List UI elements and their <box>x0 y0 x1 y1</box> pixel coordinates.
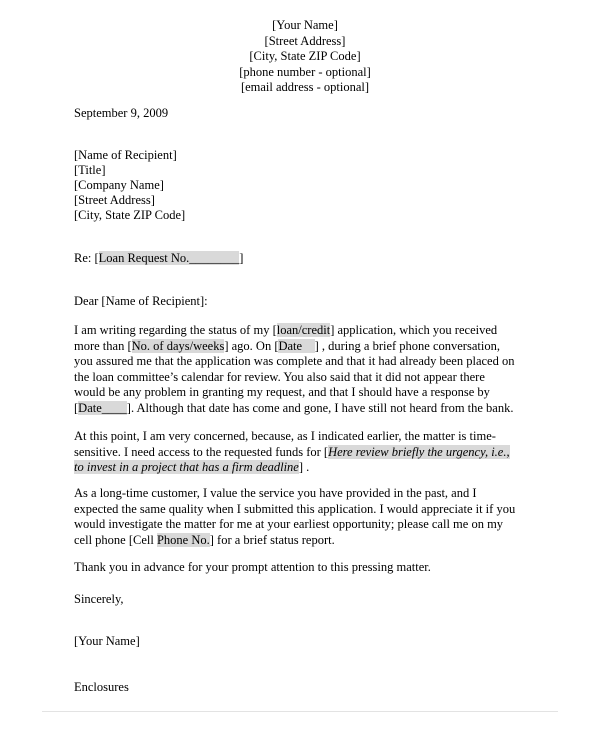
re-line <box>74 251 243 266</box>
enclosures: Enclosures <box>74 680 129 694</box>
text-run: ] ago. On [ <box>224 338 279 353</box>
recipient-city: [City, State ZIP Code] <box>74 208 186 222</box>
sender-email: [email address - optional] <box>240 80 370 94</box>
re-suffix: ] <box>239 251 244 265</box>
days-weeks-field: No. of days/weeks <box>131 338 225 353</box>
loan-request-field: Loan Request No.________ <box>98 251 240 265</box>
sender-address-block <box>0 18 600 96</box>
sender-phone: [phone number - optional] <box>239 64 371 79</box>
text-run: ]. Although that date has come and gone, I have still not heard from the bank. <box>126 400 514 415</box>
text-run: [ <box>74 400 79 415</box>
sender-street: [Street Address] <box>264 33 346 48</box>
paragraph-status <box>74 323 544 416</box>
text-run: ] for a brief status report. <box>209 532 335 547</box>
text-line: would be any problem in granting my request, and that I should have a response by <box>74 385 490 399</box>
recipient-address-block <box>74 148 185 223</box>
text-run: I am writing regarding the status of my [ <box>74 323 277 337</box>
paragraph-urgency <box>74 429 544 476</box>
text-run: ] application, which you received <box>330 323 498 337</box>
urgency-field-continued: to invest in a project that has a firm deadline <box>74 460 299 474</box>
text-line <box>74 339 544 355</box>
text-run: ] , during a brief phone conversation, <box>314 338 500 353</box>
recipient-name: [Name of Recipient] <box>74 148 177 162</box>
letter-date: September 9, 2009 <box>74 106 169 120</box>
text-line: would investigate the matter for me at your earliest opportunity; please call me on my <box>74 517 504 531</box>
salutation: Dear [Name of Recipient]: <box>74 294 208 308</box>
text-run: sensitive. I need access to the requested funds for [ <box>74 444 329 459</box>
urgency-field: Here review briefly the urgency, i.e., <box>328 444 510 459</box>
text-line <box>74 445 544 461</box>
sender-city: [City, State ZIP Code] <box>249 49 361 63</box>
paragraph-customer <box>74 486 544 548</box>
sender-name: [Your Name] <box>272 18 338 32</box>
response-date-field: Date____ <box>78 400 127 415</box>
text-run: more than [ <box>74 338 132 353</box>
re-prefix: Re: [ <box>74 251 99 265</box>
text-run: ] . <box>298 460 310 474</box>
page-divider <box>42 711 558 712</box>
text-line <box>74 533 544 549</box>
text-line <box>74 460 544 476</box>
loan-credit-field: loan/credit <box>276 323 331 337</box>
signature-name: [Your Name] <box>74 634 140 648</box>
date-field: Date <box>278 338 315 353</box>
paragraph-thanks: Thank you in advance for your prompt attention to this pressing matter. <box>74 560 431 574</box>
recipient-street: [Street Address] <box>74 193 155 207</box>
recipient-title: [Title] <box>74 163 106 177</box>
text-line <box>74 401 544 417</box>
text-line: As a long-time customer, I value the service you have provided in the past, and I <box>74 486 477 500</box>
text-line: you assured me that the application was complete and that it had already been placed on <box>74 354 515 368</box>
text-line <box>74 323 544 339</box>
text-line: the loan committee’s calendar for review. You also said that it did not appear there <box>74 369 485 384</box>
text-line: expected the same quality when I submitted this application. I would appreciate it if you <box>74 501 516 516</box>
text-run: cell phone [Cell <box>74 532 157 547</box>
text-line: At this point, I am very concerned, because, as I indicated earlier, the matter is time- <box>74 429 496 443</box>
cell-phone-field: Phone No. <box>156 532 210 547</box>
closing: Sincerely, <box>74 592 124 606</box>
recipient-company: [Company Name] <box>74 178 164 192</box>
